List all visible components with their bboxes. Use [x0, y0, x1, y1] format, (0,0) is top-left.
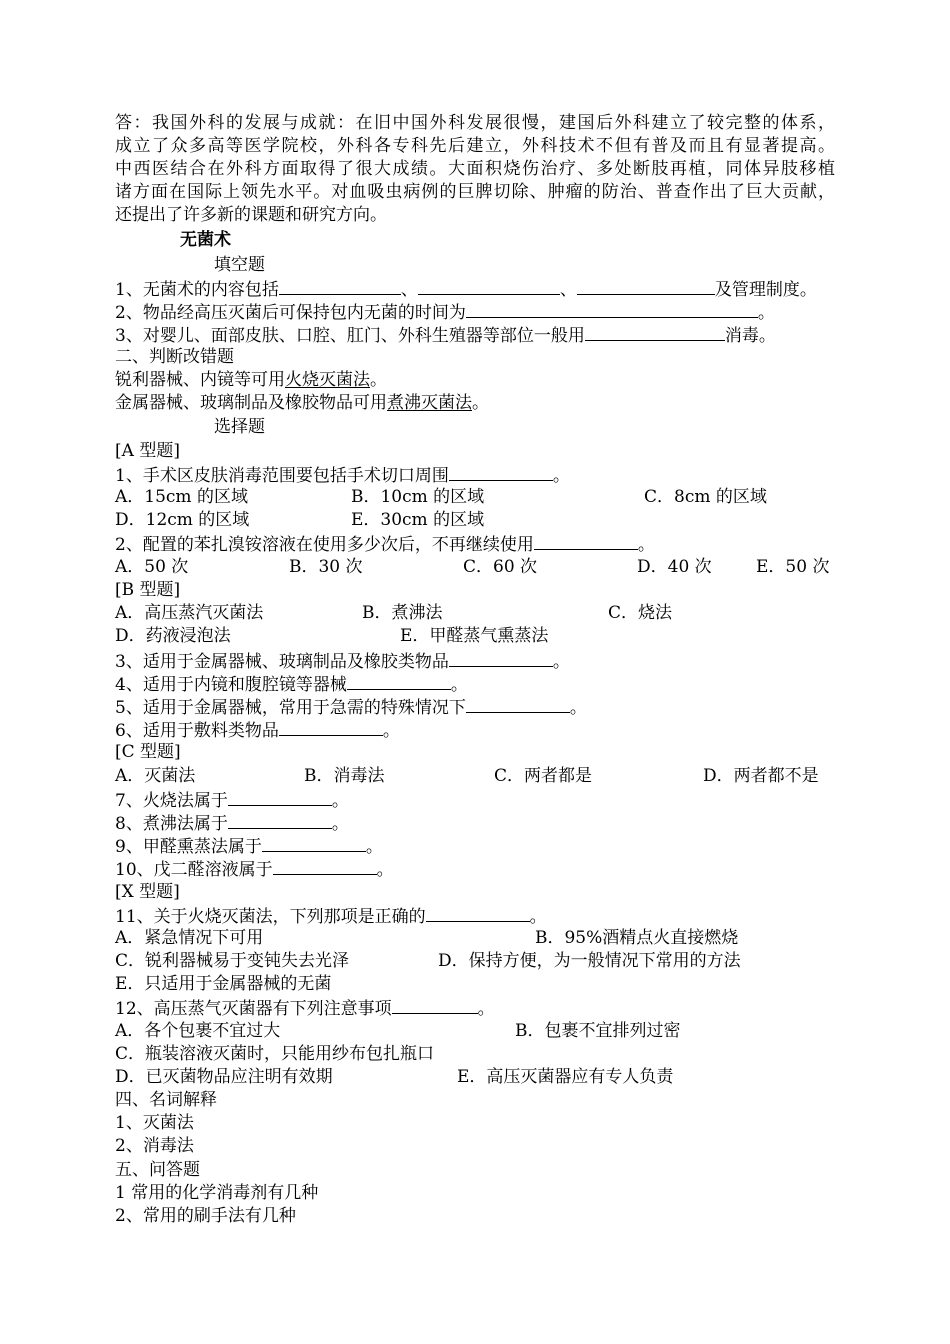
question-suffix: 。	[331, 791, 349, 811]
underlined-term: 煮沸灭菌法	[387, 393, 472, 413]
option: D．两者都不是	[703, 766, 819, 786]
option: E．30cm 的区域	[351, 510, 485, 530]
question-suffix: 。	[450, 675, 468, 695]
term-item: 1、灭菌法	[115, 1113, 194, 1133]
type-b-label: [B 型题]	[115, 580, 181, 600]
question-5	[115, 695, 587, 718]
qa-item: 2、常用的刷手法有几种	[115, 1206, 296, 1226]
fill-question-2	[115, 300, 775, 323]
answer-blank	[279, 718, 383, 736]
question-text: 12、高压蒸气灭菌器有下列注意事项	[115, 999, 392, 1019]
fill-heading: 填空题	[214, 255, 265, 275]
option: C．瓶装溶液灭菌时，只能用纱布包扎瓶口	[115, 1044, 435, 1064]
option: C．锐利器械易于变钝失去光泽	[115, 951, 350, 971]
option: E．甲醛蒸气熏蒸法	[400, 626, 549, 646]
answer-blank	[466, 300, 758, 318]
option: A．高压蒸汽灭菌法	[115, 603, 264, 623]
question-suffix: 。	[382, 721, 400, 741]
question-suffix: 。	[552, 652, 570, 672]
underlined-term: 火烧灭菌法	[285, 370, 370, 390]
type-x-label: [X 型题]	[115, 882, 180, 902]
question-1	[115, 463, 570, 486]
question-text: 7、火烧法属于	[115, 791, 228, 811]
question-suffix: 。	[757, 303, 775, 323]
option: B．30 次	[289, 557, 363, 577]
judge-heading: 二、判断改错题	[115, 347, 234, 367]
option: A．灭菌法	[115, 766, 196, 786]
separator: 、	[559, 280, 577, 300]
answer-blank	[273, 857, 377, 875]
option: D．保持方便，为一般情况下常用的方法	[438, 951, 741, 971]
option: C．两者都是	[494, 766, 593, 786]
question-suffix: 及管理制度。	[714, 280, 817, 300]
option: D．40 次	[637, 557, 712, 577]
question-suffix: 消毒。	[724, 326, 776, 346]
question-suffix: 。	[637, 535, 655, 555]
answer-blank	[279, 277, 401, 295]
option: E．高压灭菌器应有专人负责	[457, 1067, 674, 1087]
question-text: 6、适用于敷料类物品	[115, 721, 279, 741]
answer-blank	[262, 834, 366, 852]
option: D．已灭菌物品应注明有效期	[115, 1067, 333, 1087]
question-suffix: 。	[552, 466, 570, 486]
question-suffix: 。	[477, 999, 495, 1019]
question-10	[115, 857, 394, 880]
question-suffix: 。	[365, 837, 383, 857]
question-text: 2、配置的苯扎溴铵溶液在使用多少次后，不再继续使用	[115, 535, 534, 555]
question-text: 5、适用于金属器械，常用于急需的特殊情况下	[115, 698, 466, 718]
type-a-label: [A 型题]	[115, 441, 180, 461]
option: C．60 次	[463, 557, 538, 577]
option: B．消毒法	[304, 766, 385, 786]
answer-blank	[449, 649, 553, 667]
answer-blank	[347, 672, 451, 690]
question-12	[115, 996, 495, 1019]
section-title: 无菌术	[180, 230, 231, 250]
question-9	[115, 834, 383, 857]
qa-heading: 五、问答题	[115, 1160, 200, 1180]
judge-text: 锐利器械、内镜等可用	[115, 370, 285, 390]
question-7	[115, 788, 349, 811]
option: D．药液浸泡法	[115, 626, 231, 646]
question-text: 1、手术区皮肤消毒范围要包括手术切口周围	[115, 466, 449, 486]
option: C．8cm 的区域	[644, 487, 767, 507]
answer-blank	[449, 463, 553, 481]
intro-line: 中西医结合在外科方面取得了很大成绩。大面积烧伤治疗、多处断肢再植，同体异肢移植	[115, 159, 835, 179]
intro-line: 还提出了许多新的课题和研究方向。	[115, 205, 387, 225]
answer-blank	[426, 904, 530, 922]
question-text: 11、关于火烧灭菌法，下列那项是正确的	[115, 907, 426, 927]
choice-heading: 选择题	[214, 417, 265, 437]
question-3	[115, 649, 570, 672]
question-text: 4、适用于内镜和腹腔镜等器械	[115, 675, 347, 695]
answer-blank	[577, 277, 715, 295]
qa-item: 1 常用的化学消毒剂有几种	[115, 1183, 319, 1203]
question-text: 10、戊二醛溶液属于	[115, 860, 273, 880]
option: B．煮沸法	[362, 603, 443, 623]
intro-line: 成立了众多高等医学院校，外科各专科先后建立，外科技术不但有普及而且有显著提高。	[115, 136, 835, 156]
question-suffix: 。	[331, 814, 349, 834]
answer-blank	[228, 788, 332, 806]
question-suffix: 。	[529, 907, 547, 927]
option: A．各个包裹不宜过大	[115, 1021, 281, 1041]
question-text: 2、物品经高压灭菌后可保持包内无菌的时间为	[115, 303, 466, 323]
judge-item-1	[115, 369, 387, 392]
term-item: 2、消毒法	[115, 1136, 194, 1156]
fill-question-1	[115, 277, 817, 300]
option: A．50 次	[115, 557, 189, 577]
option: A．15cm 的区域	[115, 487, 248, 507]
option: B．包裹不宜排列过密	[515, 1021, 681, 1041]
type-c-label: [C 型题]	[115, 742, 181, 762]
option: C．烧法	[608, 603, 673, 623]
question-8	[115, 811, 349, 834]
question-text: 3、对婴儿、面部皮肤、口腔、肛门、外科生殖器等部位一般用	[115, 326, 585, 346]
question-4	[115, 672, 468, 695]
question-text: 1、无菌术的内容包括	[115, 280, 279, 300]
option: A．紧急情况下可用	[115, 928, 264, 948]
intro-line: 诸方面在国际上领先水平。对血吸虫病例的巨脾切除、肿瘤的防治、普查作出了巨大贡献，	[115, 182, 835, 202]
answer-blank	[418, 277, 560, 295]
judge-suffix: 。	[472, 393, 489, 413]
terms-heading: 四、名词解释	[115, 1090, 217, 1110]
question-text: 3、适用于金属器械、玻璃制品及橡胶类物品	[115, 652, 449, 672]
question-11	[115, 904, 547, 927]
question-suffix: 。	[376, 860, 394, 880]
intro-line: 答：我国外科的发展与成就：在旧中国外科发展很慢，建国后外科建立了较完整的体系，	[115, 113, 835, 133]
fill-question-3	[115, 323, 776, 346]
option: B．10cm 的区域	[351, 487, 485, 507]
question-suffix: 。	[569, 698, 587, 718]
judge-item-2	[115, 392, 489, 415]
separator: 、	[400, 280, 418, 300]
judge-text: 金属器械、玻璃制品及橡胶物品可用	[115, 393, 387, 413]
question-text: 9、甲醛熏蒸法属于	[115, 837, 262, 857]
question-2	[115, 532, 655, 555]
answer-blank	[228, 811, 332, 829]
option: E．50 次	[756, 557, 830, 577]
option: D．12cm 的区域	[115, 510, 250, 530]
option: B．95%酒精点火直接燃烧	[535, 928, 739, 948]
question-text: 8、煮沸法属于	[115, 814, 228, 834]
answer-blank	[466, 695, 570, 713]
answer-blank	[585, 323, 725, 341]
answer-blank	[534, 532, 638, 550]
option: E．只适用于金属器械的无菌	[115, 974, 332, 994]
question-6	[115, 718, 400, 741]
judge-suffix: 。	[370, 370, 387, 390]
answer-blank	[392, 996, 478, 1014]
